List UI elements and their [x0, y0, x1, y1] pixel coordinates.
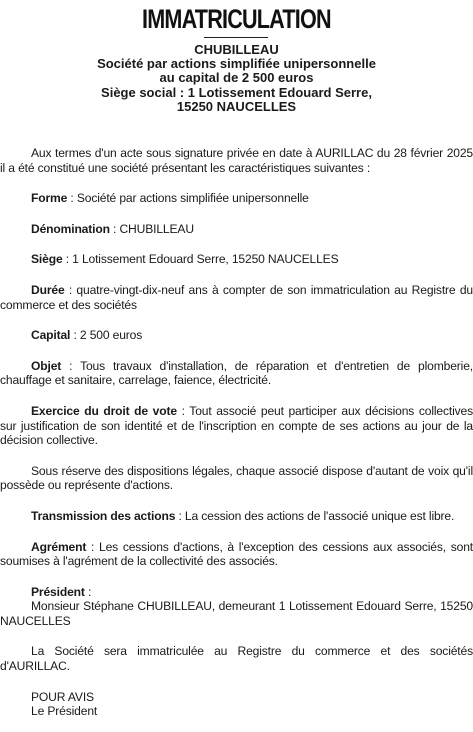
- capital-label: Capital: [31, 328, 71, 343]
- company-header: [0, 43, 473, 114]
- duree-paragraph: [0, 283, 473, 312]
- title-underline: [204, 37, 268, 38]
- signature-line1: POUR AVIS: [31, 689, 94, 704]
- signature-line2: Le Président: [31, 704, 98, 719]
- president-colon: :: [84, 584, 92, 599]
- capital-value: : 2 500 euros: [70, 328, 143, 343]
- intro-paragraph: Aux termes d'un acte sous signature privée en date à AURILLAC du 28 février 2025 il a été constitué une société présentant les caractéristiques suivantes :: [0, 146, 473, 175]
- company-name: CHUBILLEAU: [194, 42, 279, 57]
- siege-value: : 1 Lotissement Edouard Serre, 15250 NAUCELLES: [62, 252, 339, 267]
- registration-paragraph: La Société sera immatriculée au Registre du commerce et des sociétés d'AURILLAC.: [0, 644, 473, 674]
- transmission-value: : La cession des actions de l'associé unique est libre.: [175, 508, 455, 523]
- notice-body: [0, 146, 473, 719]
- company-capital: au capital de 2 500 euros: [159, 70, 314, 86]
- denomination-label: Dénomination: [31, 221, 110, 236]
- duree-label: Durée: [31, 282, 65, 297]
- company-seat-line1: Siège social : 1 Lotissement Edouard Serre,: [101, 84, 372, 100]
- reserve-paragraph: Sous réserve des dispositions légales, chaque associé dispose d'autant de voix qu'il possède ou représente d'actions.: [0, 463, 473, 493]
- duree-value: : quatre-vingt-dix-neuf ans à compter de son immatriculation au Registre du commerce et des sociétés: [0, 282, 473, 312]
- forme-paragraph: [0, 191, 473, 206]
- company-seat-line2: 15250 NAUCELLES: [176, 98, 297, 114]
- denomination-paragraph: [0, 222, 473, 237]
- transmission-paragraph: [0, 509, 473, 524]
- siege-paragraph: [0, 252, 473, 267]
- forme-value: : Société par actions simplifiée unipersonnelle: [67, 191, 309, 206]
- vote-value: : Tout associé peut participer aux décisions collectives sur justification de son identité et de l'inscription en compte de ses actions au jour de la décision collective.: [0, 403, 473, 448]
- objet-label: Objet: [31, 358, 62, 373]
- siege-label: Siège: [31, 252, 63, 267]
- company-form: Société par actions simplifiée unipersonnelle: [97, 56, 376, 72]
- agrement-paragraph: [0, 540, 473, 569]
- president-heading: [0, 585, 473, 600]
- objet-paragraph: [0, 359, 473, 388]
- vote-label: Exercice du droit de vote: [31, 403, 177, 418]
- president-paragraph: Monsieur Stéphane CHUBILLEAU, demeurant 1 Lotissement Edouard Serre, 15250 NAUCELLES: [0, 599, 473, 628]
- transmission-label: Transmission des actions: [31, 508, 176, 523]
- agrement-value: : Les cessions d'actions, à l'exception des cessions aux associés, sont soumises à l'agrément de la collectivité des associés.: [0, 539, 473, 569]
- agrement-label: Agrément: [31, 539, 87, 554]
- objet-value: : Tous travaux d'installation, de réparation et d'entretien de plomberie, chauffage et sanitaire, carrelage, faience, électricité.: [0, 358, 473, 388]
- notice-title: IMMATRICULATION: [142, 4, 331, 34]
- vote-paragraph: [0, 404, 473, 448]
- forme-label: Forme: [31, 191, 68, 206]
- denomination-value: : CHUBILLEAU: [109, 221, 194, 236]
- capital-paragraph: [0, 328, 473, 343]
- president-label: Président: [31, 584, 85, 599]
